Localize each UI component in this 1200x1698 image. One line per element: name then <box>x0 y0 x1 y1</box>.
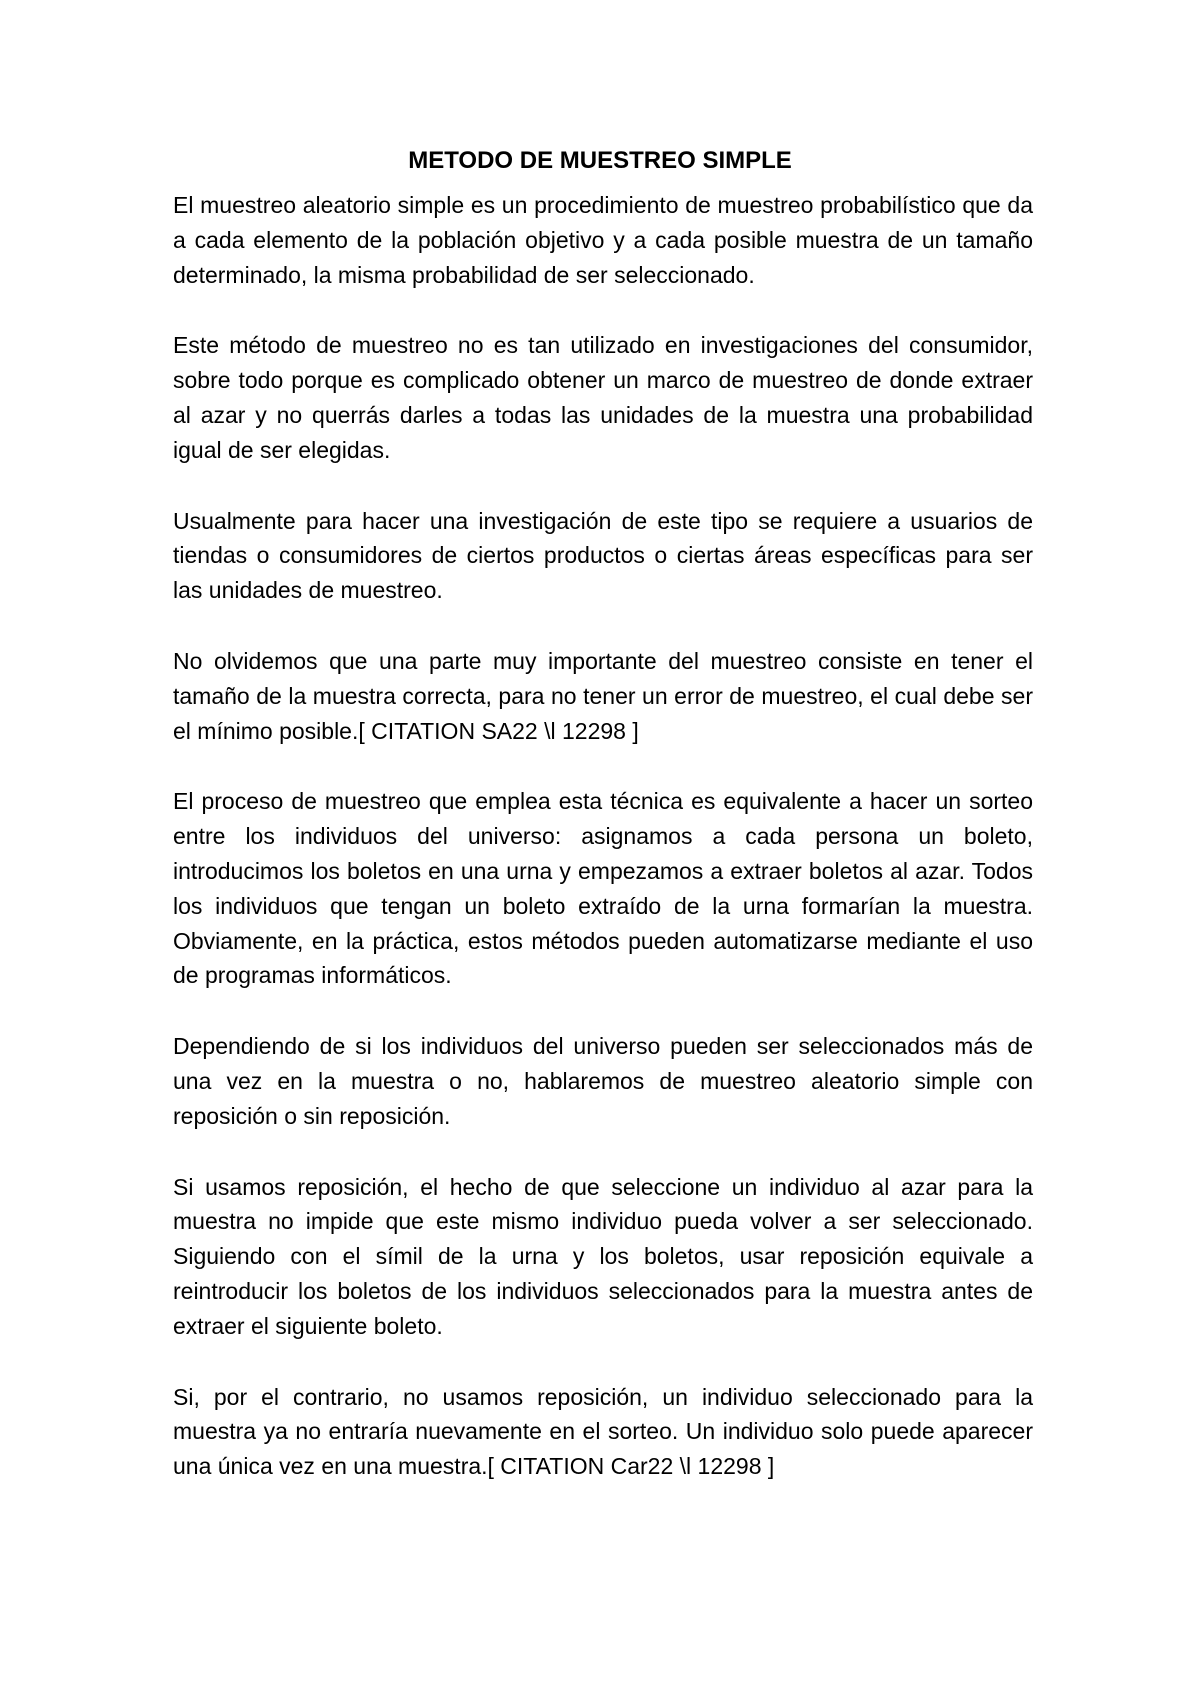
document-body <box>173 188 1033 1520</box>
paragraph-3: Usualmente para hacer una investigación de este tipo se requiere a usuarios de tiendas o consumidores de ciertos productos o ciertas áreas específicas para ser las unidades de muestreo. <box>173 507 1033 604</box>
paragraph-2: Este método de muestreo no es tan utilizado en investigaciones del consumidor, sobre todo porque es complicado obtener un marco de muestreo de donde extraer al azar y no querrás darles a todas las unidades de la muestra una probabilidad igual de ser elegidas. <box>173 332 1033 463</box>
paragraph-5: El proceso de muestreo que emplea esta técnica es equivalente a hacer un sorteo entre los individuos del universo: asignamos a cada persona un boleto, introducimos los boletos en una urna y empezamos a extraer boletos al azar. Todos los individuos que tengan un boleto extraído de la urna formarían la muestra. Obviamente, en la práctica, estos métodos pueden automatizarse mediante el uso de programas informáticos. <box>173 788 1033 989</box>
paragraph-6: Dependiendo de si los individuos del universo pueden ser seleccionados más de una vez en la muestra o no, hablaremos de muestreo aleatorio simple con reposición o sin reposición. <box>173 1033 1033 1129</box>
paragraph-8: Si, por el contrario, no usamos reposición, un individuo seleccionado para la muestra ya no entraría nuevamente en el sorteo. Un individuo solo puede aparecer una única vez en una muestra.[ CITATION Car22 \l 12298 ] <box>173 1383 1033 1480</box>
document-title: METODO DE MUESTREO SIMPLE <box>408 147 792 174</box>
paragraph-1: El muestreo aleatorio simple es un procedimiento de muestreo probabilístico que da a cada elemento de la población objetivo y a cada posible muestra de un tamaño determinado, la misma probabilidad de ser seleccionado. <box>173 192 1033 288</box>
paragraph-4: No olvidemos que una parte muy importante del muestreo consiste en tener el tamaño de la muestra correcta, para no tener un error de muestreo, el cual debe ser el mínimo posible.[ CITATION SA22 \l 12298 ] <box>173 647 1033 744</box>
paragraph-7: Si usamos reposición, el hecho de que seleccione un individuo al azar para la muestra no impide que este mismo individuo pueda volver a ser seleccionado. Siguiendo con el símil de la urna y los boletos, usar reposición equivale a reintroducir los boletos de los individuos seleccionados para la muestra antes de extraer el siguiente boleto. <box>173 1173 1033 1339</box>
